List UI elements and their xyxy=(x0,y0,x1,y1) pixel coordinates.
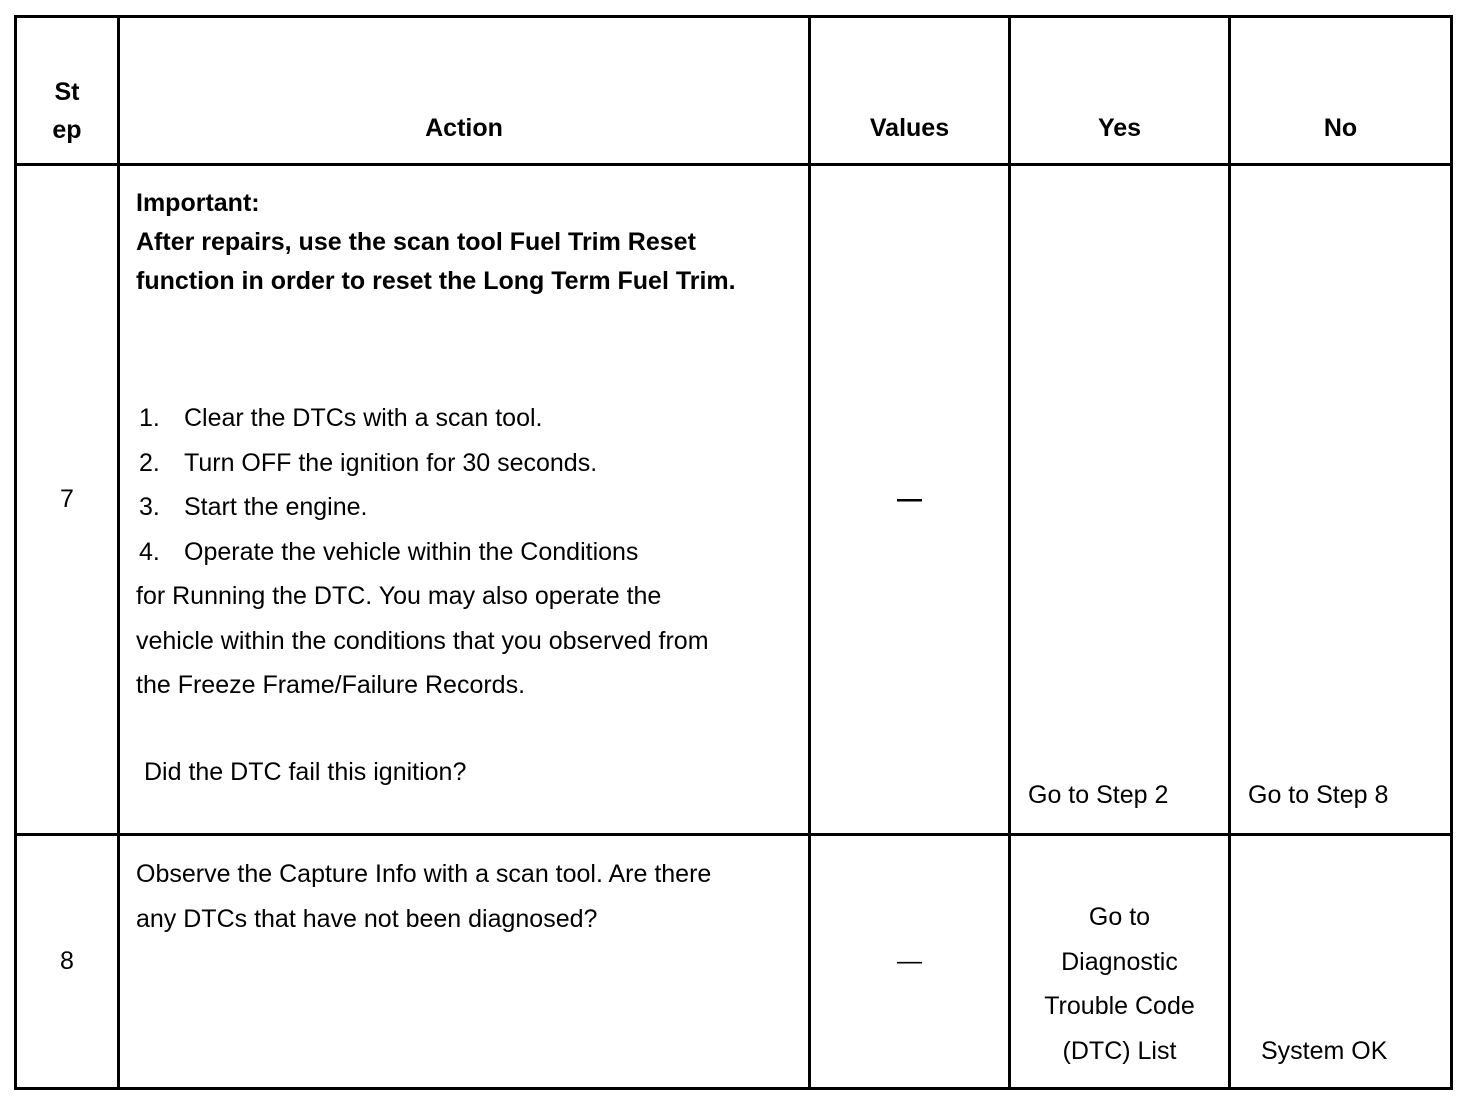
step-text: Turn OFF the ignition for 30 seconds. xyxy=(184,448,598,477)
important-text: After repairs, use the scan tool Fuel Trim Reset function in order to reset the Long Term Fuel Trim. xyxy=(136,228,736,295)
step-text: Clear the DTCs with a scan tool. xyxy=(184,404,543,432)
header-step xyxy=(16,17,119,165)
no-action: Go to Step 8 xyxy=(1248,781,1389,809)
step-continuation: for Running the DTC. You may also operate the vehicle within the conditions that you observed from the Freeze Frame/Failure Records. xyxy=(136,582,709,699)
table-row-step-8 xyxy=(16,835,1452,1089)
action-cell xyxy=(119,165,810,835)
diagnostic-table xyxy=(14,15,1453,1090)
step-index: 2. xyxy=(139,448,160,477)
header-action: Action xyxy=(119,17,810,165)
yes-cell xyxy=(1010,835,1230,1089)
values-dash: — xyxy=(897,947,922,975)
step-text: Operate the vehicle within the Conditions xyxy=(184,537,639,566)
table-header-row xyxy=(16,17,1452,165)
table-row-step-7 xyxy=(16,165,1452,835)
list-item xyxy=(136,485,792,530)
important-note xyxy=(136,184,792,301)
step-index: 4. xyxy=(139,537,160,566)
action-cell xyxy=(119,835,810,1089)
list-item xyxy=(136,396,792,441)
yes-action: Go to Diagnostic Trouble Code (DTC) List xyxy=(1044,903,1195,1065)
yes-cell xyxy=(1010,165,1230,835)
header-yes: Yes xyxy=(1010,17,1230,165)
values-cell xyxy=(810,835,1010,1089)
values-dash: — xyxy=(897,485,922,513)
no-action: System OK xyxy=(1261,1036,1388,1065)
step-question: Observe the Capture Info with a scan tool. Are there any DTCs that have not been diagnosed? xyxy=(136,860,712,933)
no-cell xyxy=(1230,165,1452,835)
step-number: 8 xyxy=(16,835,119,1089)
values-cell xyxy=(810,165,1010,835)
procedure-steps xyxy=(136,396,792,574)
header-step-label: St ep xyxy=(52,78,82,144)
header-no: No xyxy=(1230,17,1452,165)
important-label: Important: xyxy=(136,189,260,217)
header-values: Values xyxy=(810,17,1010,165)
step-text: Start the engine. xyxy=(184,493,368,521)
yes-action: Go to Step 2 xyxy=(1028,781,1169,809)
list-item xyxy=(136,530,792,575)
step-question: Did the DTC fail this ignition? xyxy=(144,757,467,786)
step-index: 3. xyxy=(139,493,160,521)
no-cell xyxy=(1230,835,1452,1089)
step-index: 1. xyxy=(139,404,160,432)
list-item xyxy=(136,441,792,486)
step-number: 7 xyxy=(16,165,119,835)
